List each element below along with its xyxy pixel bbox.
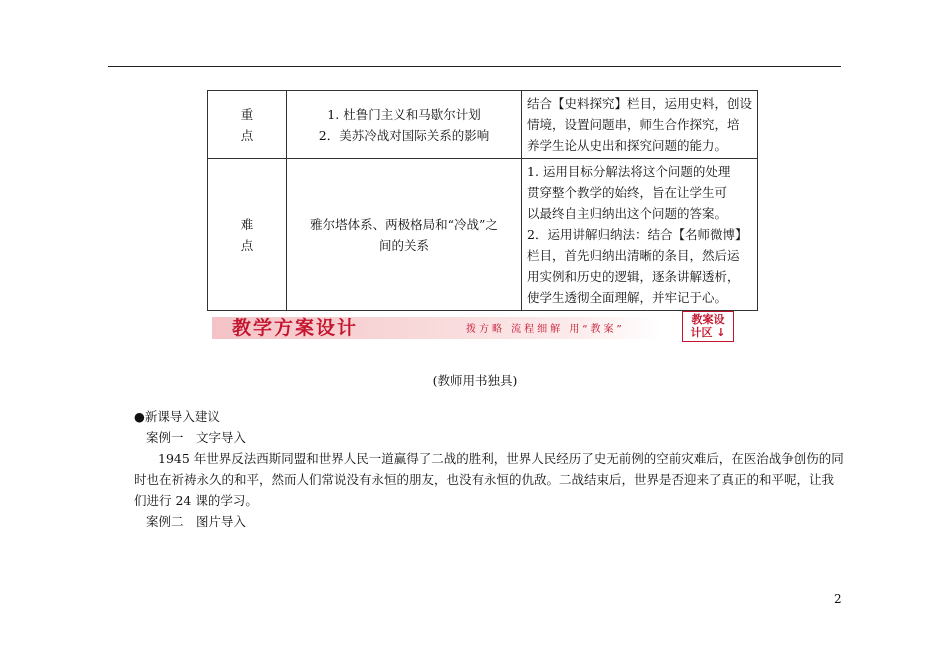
label-char: 点	[240, 127, 254, 143]
badge-line: 计区 ↓	[690, 326, 726, 339]
label-char: 重	[240, 106, 254, 122]
teacher-edition-note: (教师用书独具)	[432, 373, 518, 388]
method-line: 用实例和历史的逻辑，逐条讲解透析，	[527, 269, 740, 284]
content-line: 1. 杜鲁门主义和马歇尔计划	[327, 106, 481, 122]
lesson-intro-section	[134, 406, 846, 532]
method-line: 结合【史料探究】栏目，运用史料，创设	[527, 96, 753, 111]
row-content-key	[287, 91, 522, 159]
banner-slogan: 拨方略 流程细解 用“教案”	[466, 324, 625, 335]
label-char: 难	[240, 216, 254, 232]
row-method-key	[522, 91, 758, 159]
case1-title: 案例一 文字导入	[146, 430, 247, 445]
method-line: 以最终自主归纳出这个问题的答案。	[527, 206, 728, 221]
header-rule	[108, 66, 841, 67]
key-points-table	[207, 90, 758, 311]
case1-paragraph: 1945 年世界反法西斯同盟和世界人民一道赢得了二战的胜利，世界人民经历了史无前例的空前灾难后，在医治战争创伤的同时也在祈祷永久的和平，然而人们常说没有永恒的朋友，也没有永恒的仇敌。二战结束后，世界是否迎来了真正的和平呢，让我们进行 24 课的学习。	[134, 451, 844, 508]
method-line: 使学生透彻全面理解，并牢记于心。	[527, 290, 728, 305]
content-line: 2．美苏冷战对国际关系的影响	[318, 127, 490, 143]
method-line: 1. 运用目标分解法将这个问题的处理	[527, 164, 731, 179]
row-label-key	[208, 91, 287, 159]
method-line: 情境，设置问题串，师生合作探究，培	[527, 117, 740, 132]
lesson-design-area-badge	[682, 311, 734, 342]
content-line: 间的关系	[378, 237, 429, 253]
content-line: 雅尔塔体系、两极格局和“冷战”之	[310, 216, 498, 232]
row-method-difficult	[522, 159, 758, 311]
method-line: 贯穿整个教学的始终，旨在让学生可	[527, 185, 728, 200]
row-label-difficult	[208, 159, 287, 311]
section-banner	[212, 311, 736, 341]
row-content-difficult	[287, 159, 522, 311]
badge-line: 教案设	[691, 313, 725, 326]
banner-title: 教学方案设计	[232, 317, 359, 339]
method-line: 养学生论从史出和探究问题的能力。	[527, 138, 728, 153]
label-char: 点	[240, 237, 254, 253]
method-line: 栏目，首先归纳出清晰的条目，然后运	[527, 248, 740, 263]
page-number: 2	[834, 592, 842, 606]
section-heading: ●新课导入建议	[134, 409, 220, 424]
table-row	[208, 91, 758, 159]
case2-title: 案例二 图片导入	[146, 514, 247, 529]
table-row	[208, 159, 758, 311]
method-line: 2．运用讲解归纳法：结合【名师微博】	[527, 227, 748, 242]
